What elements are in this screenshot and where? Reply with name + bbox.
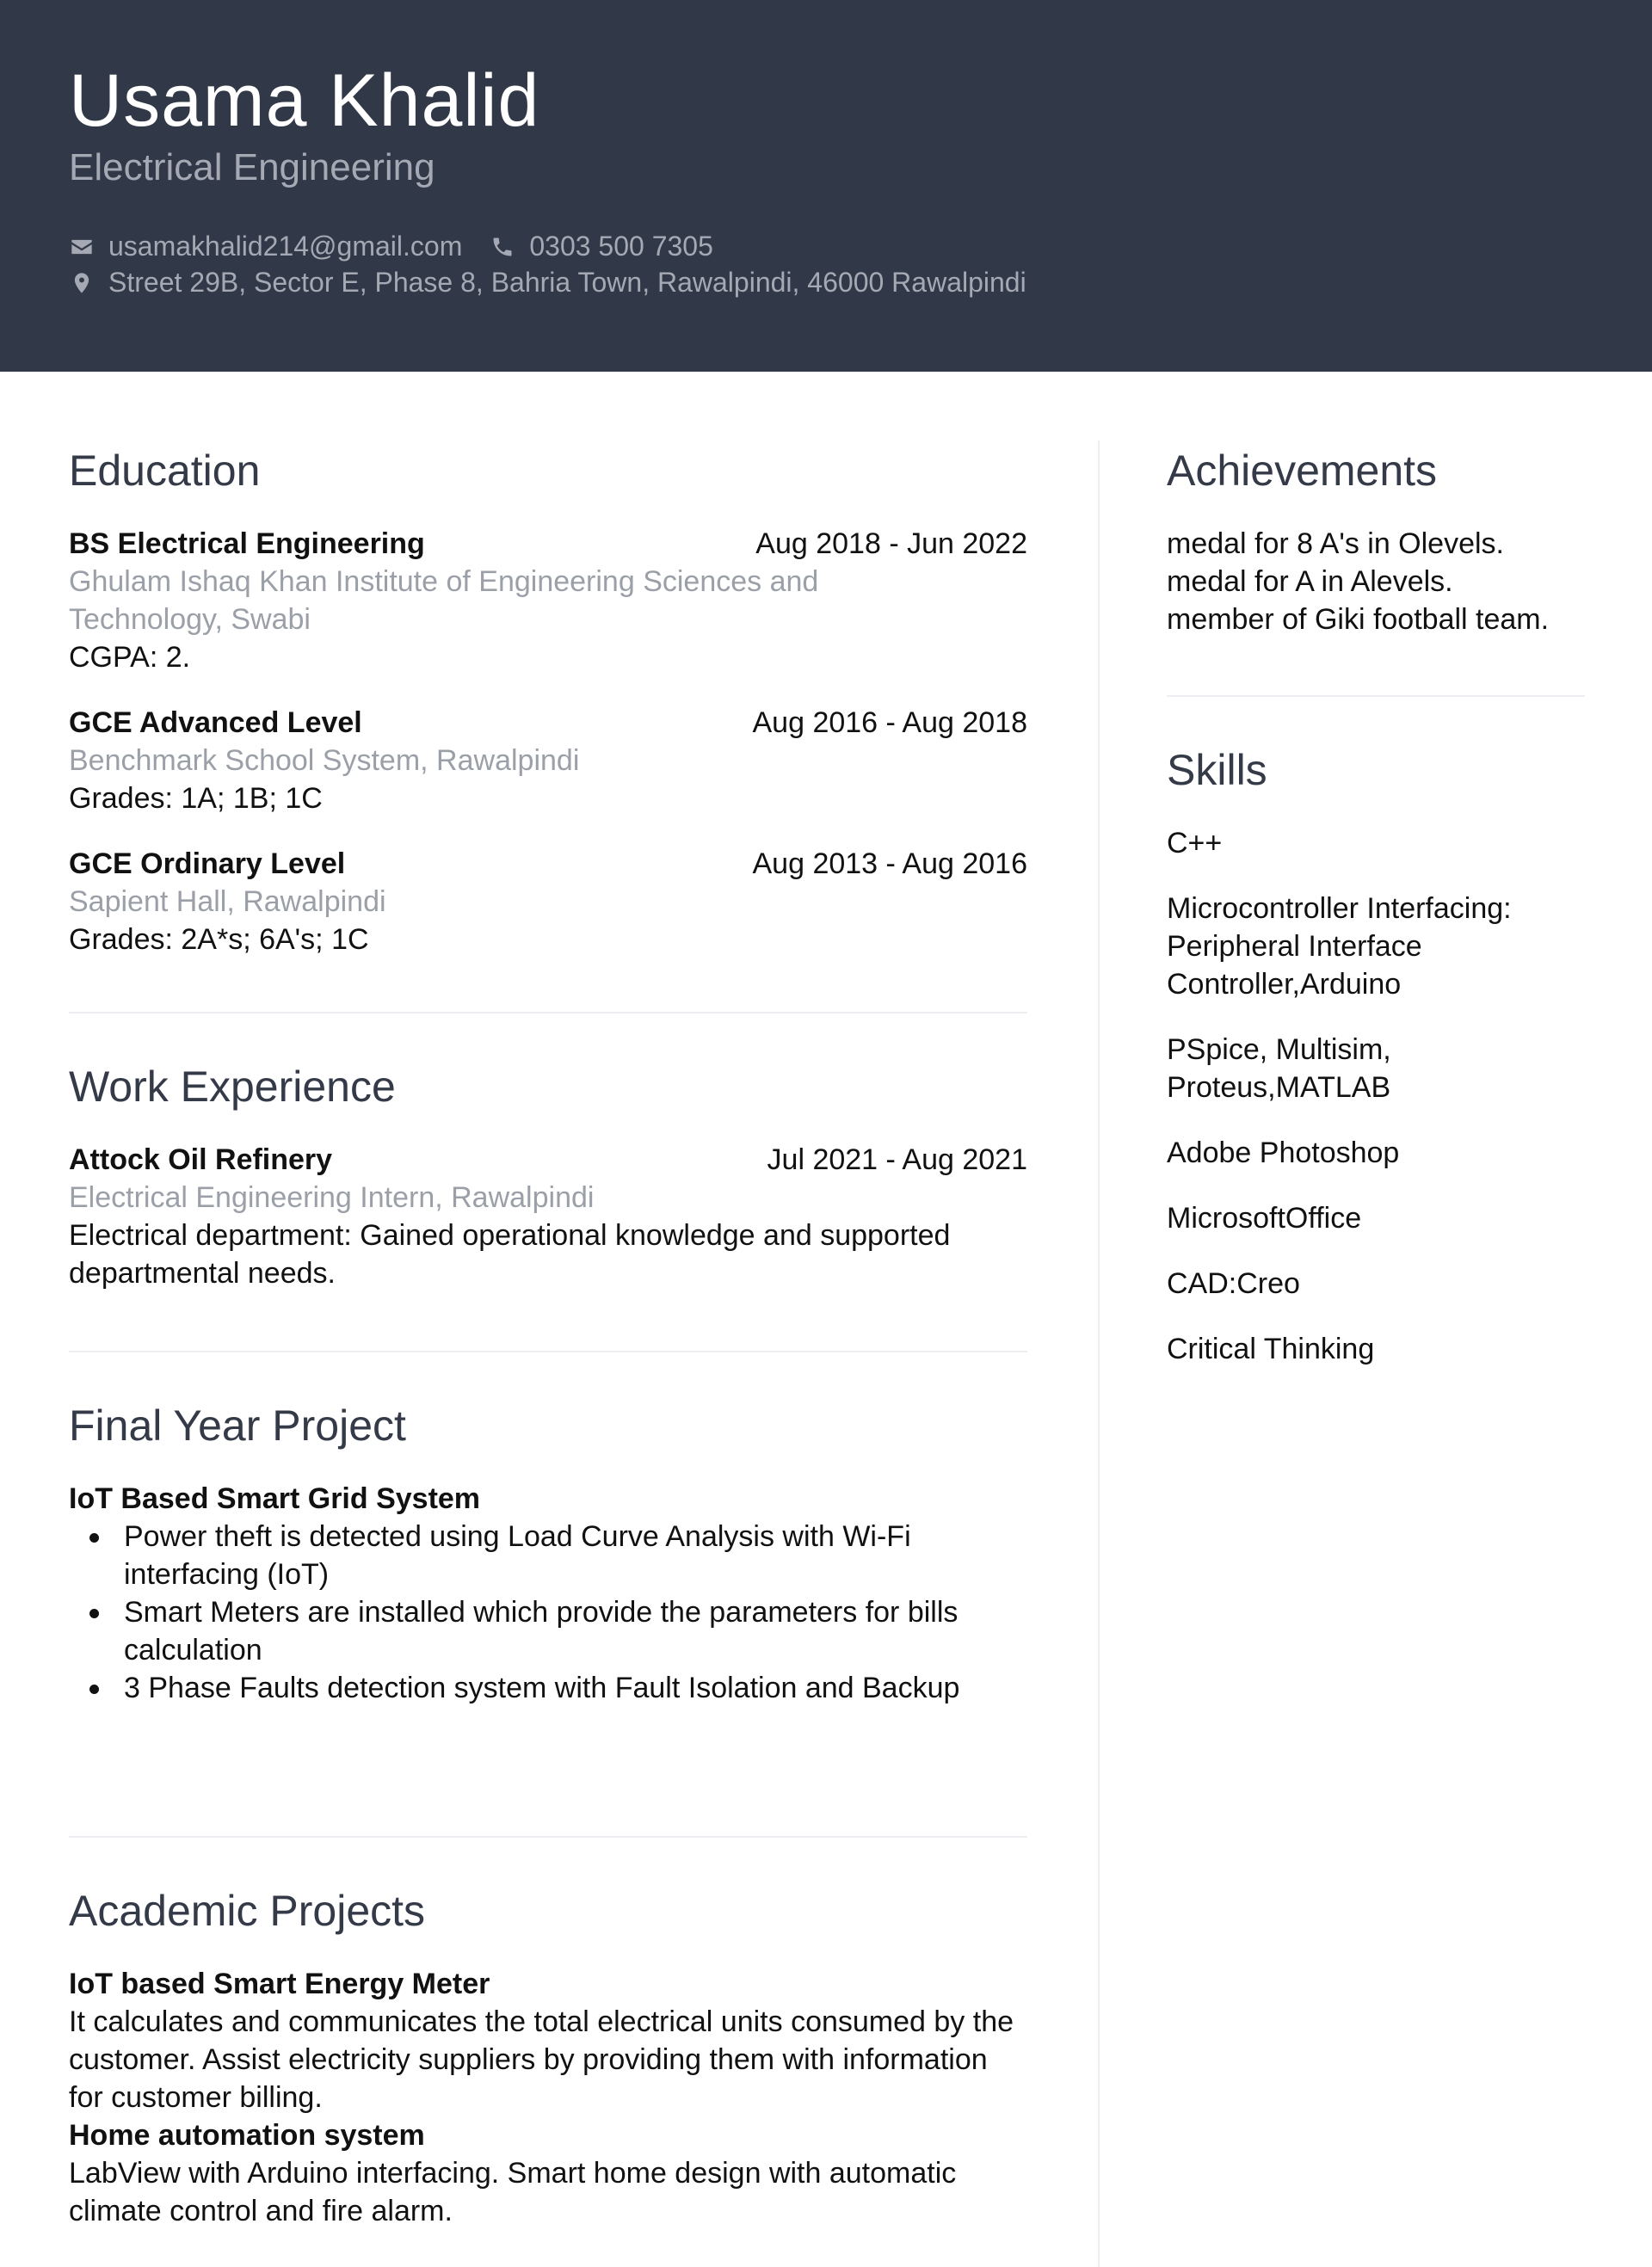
work-position: Electrical Engineering Intern, Rawalpindi [69,1181,595,1214]
school-name: Sapient Hall, Rawalpindi [69,885,386,918]
degree-date: Aug 2018 - Jun 2022 [755,527,1027,560]
skill-item: Adobe Photoshop [1167,1137,1400,1169]
work-section [69,1056,1027,1292]
skill-item: Critical Thinking [1167,1333,1375,1365]
education-entry [69,704,1027,817]
map-pin-icon [69,270,95,296]
skill-item: Microcontroller Interfacing: Peripheral Interface Controller,Arduino [1167,892,1512,1001]
fyp-bullet-list [69,1518,1027,1707]
education-entry [69,845,1027,958]
work-date: Jul 2021 - Aug 2021 [767,1143,1027,1176]
academic-section [69,1881,1027,2230]
resume-header [0,0,1652,372]
phone-text: 0303 500 7305 [529,231,713,262]
address-contact [69,267,1026,299]
contact-row [69,231,741,262]
address-text: Street 29B, Sector E, Phase 8, Bahria Town, Rawalpindi, 46000 Rawalpindi [108,267,1026,298]
academic-project-name: Home automation system [69,2119,425,2152]
achievements-title: Achievements [1167,447,1438,495]
email-contact[interactable] [69,231,462,262]
skill-item: CAD:Creo [1167,1267,1300,1300]
skills-title: Skills [1167,746,1267,794]
degree-date: Aug 2016 - Aug 2018 [752,706,1027,739]
skill-item: PSpice, Multisim, Proteus,MATLAB [1167,1033,1391,1104]
list-item: Power theft is detected using Load Curve Analysis with Wi-Fi interfacing (IoT) [124,1518,1027,1593]
achievement-item: medal for 8 A's in Olevels. [1167,527,1504,560]
skill-item: C++ [1167,827,1223,859]
degree-name: GCE Ordinary Level [69,847,346,880]
academic-project-description: LabView with Arduino interfacing. Smart home design with automatic climate control and fire alarm. [69,2157,957,2227]
academic-project-description: It calculates and communicates the total electrical units consumed by the customer. Assist electricity suppliers by providing them with information for customer billing. [69,2005,1014,2114]
candidate-name: Usama Khalid [69,59,540,142]
fyp-project-name: IoT Based Smart Grid System [69,1482,481,1515]
column-divider [1098,440,1100,2267]
candidate-role: Electrical Engineering [69,146,435,188]
phone-icon [490,234,515,260]
school-name: Benchmark School System, Rawalpindi [69,744,580,777]
main-column [69,440,1027,2230]
achievement-item: medal for A in Alevels. [1167,565,1453,598]
achievements-section [1167,440,1585,638]
work-description: Electrical department: Gained operational knowledge and supported departmental needs. [69,1219,951,1290]
work-title: Work Experience [69,1063,396,1111]
degree-detail: Grades: 1A; 1B; 1C [69,782,323,815]
degree-detail: CGPA: 2. [69,641,191,674]
fyp-title: Final Year Project [69,1401,406,1450]
address-row [69,267,1054,299]
skill-item: MicrosoftOffice [1167,1202,1362,1235]
company-name: Attock Oil Refinery [69,1143,333,1176]
work-entry [69,1141,1027,1292]
achievement-item: member of Giki football team. [1167,603,1550,636]
degree-name: BS Electrical Engineering [69,527,425,560]
academic-project-name: IoT based Smart Energy Meter [69,1968,490,2000]
phone-contact[interactable] [490,231,713,262]
education-entry [69,525,1027,676]
education-title: Education [69,447,261,495]
degree-detail: Grades: 2A*s; 6A's; 1C [69,923,369,956]
list-item: Smart Meters are installed which provide the parameters for bills calculation [124,1593,1027,1669]
skills-section [1167,740,1585,1368]
education-section [69,440,1027,958]
degree-date: Aug 2013 - Aug 2016 [752,847,1027,880]
list-item: 3 Phase Faults detection system with Fault Isolation and Backup [124,1669,1027,1707]
school-name: Ghulam Ishaq Khan Institute of Engineering Sciences and Technology, Swabi [69,565,819,636]
degree-name: GCE Advanced Level [69,706,362,739]
envelope-icon [69,234,95,260]
side-column [1167,440,1585,1368]
email-text: usamakhalid214@gmail.com [108,231,463,262]
fyp-section [69,1395,1027,1707]
academic-title: Academic Projects [69,1887,426,1935]
